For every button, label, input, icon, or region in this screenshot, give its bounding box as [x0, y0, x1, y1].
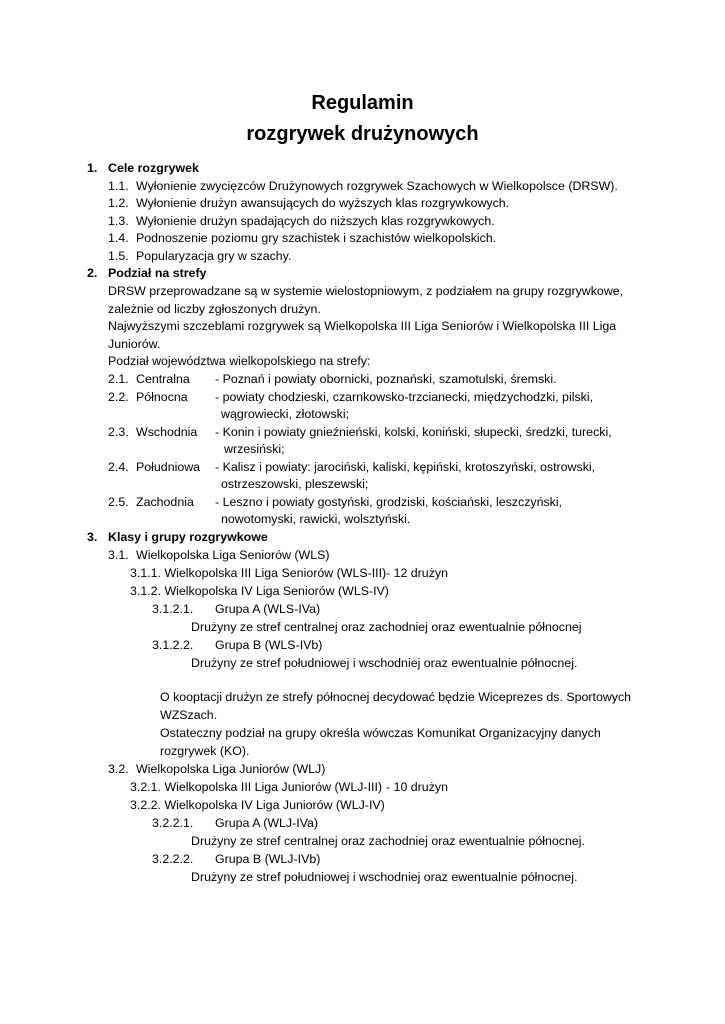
note-paragraph: O kooptacji drużyn ze strefy północnej decydować będzie Wiceprezes ds. Sportowych: [160, 690, 632, 704]
item-3-2-2-2-description: Drużyny ze stref południowej i wschodniej oraz ewentualnie północnej.: [191, 870, 578, 884]
zone-2-3-name: Wschodnia: [136, 425, 198, 439]
item-1-3-number: 1.3.: [108, 214, 129, 228]
item-3-2-2-2-text: Grupa B (WLJ-IVb): [215, 852, 321, 866]
zone-2-4-description-cont: ostrzeszowski, pleszewski;: [221, 477, 369, 491]
item-1-4-number: 1.4.: [108, 231, 129, 245]
item-3-1-2-1-text: Grupa A (WLS-IVa): [215, 602, 321, 616]
item-1-2-number: 1.2.: [108, 196, 129, 210]
section-2-paragraph: Podział województwa wielkopolskiego na strefy:: [108, 354, 371, 368]
zone-2-5-number: 2.5.: [108, 495, 129, 509]
item-3-2-2-1-text: Grupa A (WLJ-IVa): [215, 816, 319, 830]
item-3-1-2-2-number: 3.1.2.2.: [152, 638, 194, 652]
zone-2-5-name: Zachodnia: [136, 495, 194, 509]
section-2-paragraph: DRSW przeprowadzane są w systemie wielostopniowym, z podziałem na grupy rozgrywkowe,: [108, 284, 624, 298]
item-3-1-1-text: 3.1.1. Wielkopolska III Liga Seniorów (WLS-III): [130, 566, 387, 580]
zone-2-3-description-cont: wrzesiński;: [224, 442, 285, 456]
item-1-1-text: Wyłonienie zwycięzców Drużynowych rozgrywek Szachowych w Wielkopolsce (DRSW).: [136, 179, 618, 193]
item-3-2-1-count: - 10 drużyn: [386, 780, 448, 794]
zone-2-1-description: - Poznań i powiaty obornicki, poznański, szamotulski, śremski.: [215, 372, 557, 386]
item-1-5-text: Popularyzacja gry w szachy.: [136, 249, 292, 263]
section-1-number: 1.: [87, 161, 98, 175]
item-3-1-number: 3.1.: [108, 548, 129, 562]
item-3-2-number: 3.2.: [108, 762, 129, 776]
item-1-4-text: Podnoszenie poziomu gry szachistek i szachistów wielkopolskich.: [136, 231, 497, 245]
item-1-1-number: 1.1.: [108, 179, 129, 193]
zone-2-2-number: 2.2.: [108, 390, 129, 404]
zone-2-1-number: 2.1.: [108, 372, 129, 386]
section-3-number: 3.: [87, 530, 98, 544]
item-3-1-2-1-description: Drużyny ze stref centralnej oraz zachodniej oraz ewentualnie północnej: [191, 620, 582, 634]
item-3-1-2-2-description: Drużyny ze stref południowej i wschodniej oraz ewentualnie północnej.: [191, 656, 578, 670]
item-3-1-1-count: - 12 drużyn: [386, 566, 448, 580]
section-2-paragraph: Najwyższymi szczeblami rozgrywek są Wielkopolska III Liga Seniorów i Wielkopolska III Liga: [108, 319, 617, 333]
item-1-3-text: Wyłonienie drużyn spadających do niższych klas rozgrywkowych.: [136, 214, 495, 228]
zone-2-2-description-cont: wągrowiecki, złotowski;: [221, 407, 350, 421]
zone-2-4-name: Południowa: [136, 460, 201, 474]
item-3-2-2-2-number: 3.2.2.2.: [152, 852, 194, 866]
section-2-heading: Podział na strefy: [108, 266, 207, 280]
item-3-2-2-text: 3.2.2. Wielkopolska IV Liga Juniorów (WLJ-IV): [130, 798, 385, 812]
note-paragraph: WZSzach.: [160, 708, 218, 722]
zone-2-1-name: Centralna: [136, 372, 190, 386]
item-3-1-2-2-text: Grupa B (WLS-IVb): [215, 638, 323, 652]
note-paragraph: rozgrywek (KO).: [160, 744, 250, 758]
item-3-2-2-1-description: Drużyny ze stref centralnej oraz zachodniej oraz ewentualnie północnej.: [191, 834, 585, 848]
zone-2-3-number: 2.3.: [108, 425, 129, 439]
item-1-5-number: 1.5.: [108, 249, 129, 263]
item-3-2-1-text: 3.2.1. Wielkopolska III Liga Juniorów (WLJ-III): [130, 780, 383, 794]
item-1-2-text: Wyłonienie drużyn awansujących do wyższych klas rozgrywkowych.: [136, 196, 510, 210]
section-3-heading: Klasy i grupy rozgrywkowe: [108, 530, 268, 544]
item-3-2-2-1-number: 3.2.2.1.: [152, 816, 194, 830]
section-1-heading: Cele rozgrywek: [108, 161, 199, 175]
note-paragraph: Ostateczny podział na grupy określa wówczas Komunikat Organizacyjny danych: [160, 726, 601, 740]
section-2-number: 2.: [87, 266, 98, 280]
item-3-1-2-1-number: 3.1.2.1.: [152, 602, 194, 616]
zone-2-2-name: Północna: [136, 390, 188, 404]
zone-2-2-description: - powiaty chodzieski, czarnkowsko-trzcianecki, międzychodzki, pilski,: [215, 390, 594, 404]
item-3-1-text: Wielkopolska Liga Seniorów (WLS): [136, 548, 330, 562]
zone-2-3-description: - Konin i powiaty gnieźnieński, kolski, koniński, słupecki, średzki, turecki,: [215, 425, 612, 439]
zone-2-5-description-cont: nowotomyski, rawicki, wolsztyński.: [221, 512, 411, 526]
document-subtitle: rozgrywek drużynowych: [246, 123, 479, 145]
zone-2-4-number: 2.4.: [108, 460, 129, 474]
document-title: Regulamin: [311, 92, 414, 114]
section-2-paragraph: zależnie od liczby zgłoszonych drużyn.: [108, 302, 321, 316]
zone-2-5-description: - Leszno i powiaty gostyński, grodziski, kościański, leszczyński,: [215, 495, 563, 509]
item-3-1-2-text: 3.1.2. Wielkopolska IV Liga Seniorów (WLS-IV): [130, 584, 389, 598]
item-3-2-text: Wielkopolska Liga Juniorów (WLJ): [136, 762, 326, 776]
zone-2-4-description: - Kalisz i powiaty: jarociński, kaliski, kępiński, krotoszyński, ostrowski,: [215, 460, 596, 474]
section-2-paragraph: Juniorów.: [108, 337, 161, 351]
